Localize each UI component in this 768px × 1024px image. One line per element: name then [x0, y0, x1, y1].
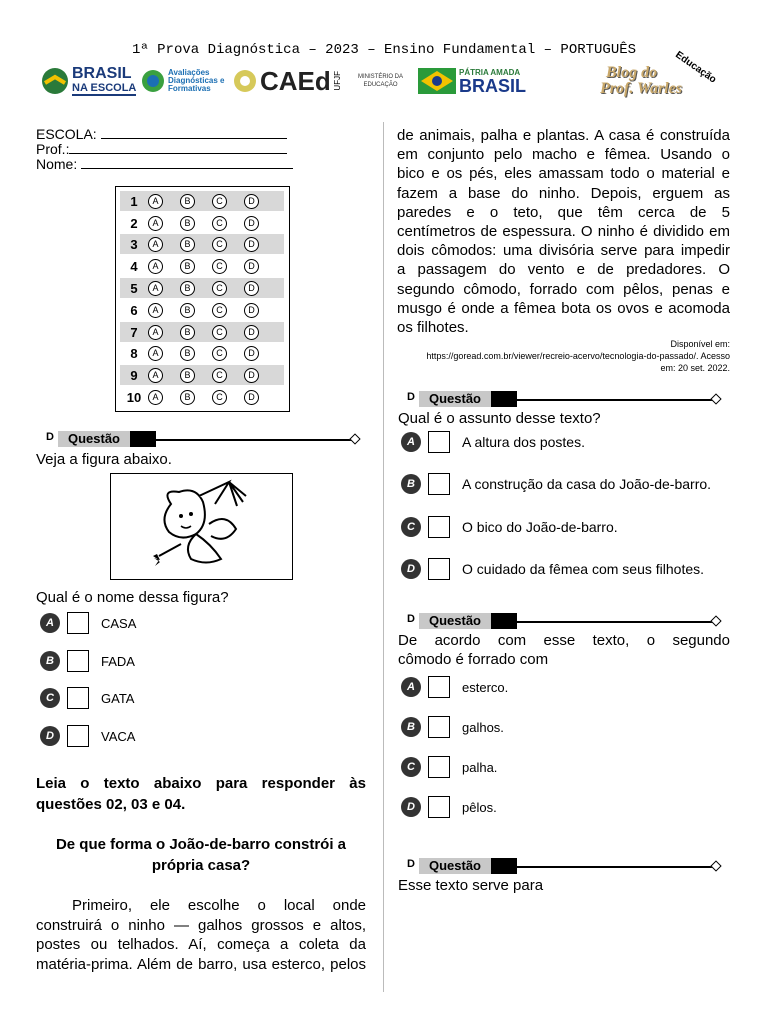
answer-bubble[interactable]: C	[212, 194, 227, 209]
blog-text: Blog do	[606, 64, 658, 81]
avaliacoes-logo	[140, 62, 224, 100]
answer-bubble[interactable]: C	[212, 325, 227, 340]
answer-bubble[interactable]: B	[180, 346, 195, 361]
option-text: esterco.	[462, 679, 509, 695]
answer-bubble[interactable]: D	[244, 346, 259, 361]
answer-option[interactable]	[401, 473, 711, 495]
answer-option[interactable]	[401, 676, 508, 698]
option-text: A construção da casa do João-de-barro.	[462, 476, 712, 492]
answer-bubble[interactable]: A	[148, 259, 163, 274]
governo-logo	[418, 62, 526, 100]
question-number: 5	[130, 280, 138, 296]
answer-option[interactable]	[401, 796, 497, 818]
nome-field[interactable]	[36, 156, 293, 172]
answer-bubble[interactable]: C	[212, 346, 227, 361]
paragraph-line: centímetros de espessura. O ninho é dividido em	[397, 223, 730, 241]
answer-bubble[interactable]: C	[212, 259, 227, 274]
answer-bubble[interactable]: D	[244, 325, 259, 340]
answer-bubble[interactable]: D	[244, 237, 259, 252]
answer-bubble[interactable]: A	[148, 368, 163, 383]
q3-question-line2: cômodo é forrado com	[398, 651, 549, 668]
nome-label: Nome:	[36, 156, 78, 172]
escola-label: ESCOLA:	[36, 126, 97, 142]
blog-logo	[600, 49, 719, 100]
answer-bubble[interactable]: A	[148, 216, 163, 231]
answer-bubble[interactable]: B	[180, 368, 195, 383]
answer-bubble[interactable]: D	[244, 194, 259, 209]
column-divider	[383, 122, 384, 992]
page-title: 1ª Prova Diagnóstica – 2023 – Ensino Fundamental – PORTUGUÊS	[131, 42, 637, 58]
question-2-header	[407, 391, 723, 407]
answer-checkbox[interactable]	[428, 796, 450, 818]
paragraph-line: paredes e o teto, que têm cerca de 5	[397, 203, 730, 221]
q1-intro: Veja a figura abaixo.	[36, 451, 172, 468]
answer-bubble[interactable]: D	[244, 259, 259, 274]
option-text: VACA	[101, 728, 136, 744]
ministerio-line1: MINISTÉRIO DA	[358, 74, 404, 80]
answer-bubble[interactable]: D	[244, 216, 259, 231]
answer-checkbox[interactable]	[428, 473, 450, 495]
option-letter-badge: B	[40, 651, 60, 671]
diamond-icon	[710, 860, 721, 871]
option-text: O cuidado da fêmea com seus filhotes.	[462, 561, 705, 577]
sun-icon	[232, 68, 258, 94]
escola-field[interactable]	[36, 126, 287, 142]
answer-grid-row	[120, 234, 284, 254]
option-letter-badge: A	[40, 613, 60, 633]
paragraph-line: segundo cômodo, forrado com pêlos, penas e	[397, 280, 730, 298]
source-line3: em: 20 set. 2022.	[660, 363, 730, 373]
fairy-icon	[111, 474, 292, 579]
answer-bubble[interactable]: A	[148, 194, 163, 209]
answer-bubble[interactable]: D	[244, 368, 259, 383]
option-text: pêlos.	[462, 799, 497, 815]
question-number: 4	[130, 258, 138, 274]
answer-option[interactable]	[401, 756, 497, 778]
answer-bubble[interactable]: A	[148, 303, 163, 318]
answer-checkbox[interactable]	[428, 716, 450, 738]
header-line	[517, 866, 713, 868]
answer-bubble[interactable]: A	[148, 237, 163, 252]
answer-checkbox[interactable]	[67, 612, 89, 634]
option-letter-badge: C	[40, 688, 60, 708]
source-line2: https://goread.com.br/viewer/recreio-acervo/tecnologia-do-passado/. Acesso	[426, 351, 730, 361]
answer-option[interactable]	[401, 516, 618, 538]
answer-option[interactable]	[40, 725, 135, 747]
answer-bubble[interactable]: C	[212, 237, 227, 252]
question-label: Questão	[419, 858, 491, 874]
question-label: Questão	[58, 431, 130, 447]
answer-checkbox[interactable]	[67, 687, 89, 709]
answer-grid-row	[120, 365, 284, 385]
prof-label: Prof.:	[36, 141, 70, 157]
answer-option[interactable]	[401, 431, 585, 453]
header-line	[156, 439, 352, 441]
option-letter-badge: C	[401, 757, 421, 777]
fairy-figure	[110, 473, 293, 580]
paragraph-line: matéria-prima. Além de barro, usa esterco, pelos	[36, 955, 366, 973]
answer-bubble[interactable]: A	[148, 325, 163, 340]
answer-bubble[interactable]: A	[148, 390, 163, 405]
paragraph-line: postes ou telhados. Aí, começa a coleta da	[36, 936, 366, 953]
reading-title	[36, 834, 366, 876]
answer-bubble[interactable]: B	[180, 194, 195, 209]
paragraph-line: bico e os pés, eles amassam todo o material e	[397, 165, 730, 183]
answer-grid-row	[120, 213, 284, 233]
q3-question-line1: De acordo com esse texto, o segundo	[398, 632, 730, 649]
answer-grid-row	[120, 191, 284, 211]
question-1-header	[46, 431, 362, 447]
question-number: 9	[130, 367, 138, 383]
caed-text: CAEd	[260, 65, 331, 96]
question-number: 8	[130, 345, 138, 361]
paragraph-line: em conjunto pelo macho e fêmea. Usando o	[397, 146, 730, 164]
question-number: 10	[126, 389, 142, 405]
ministerio-line2: EDUCAÇÃO	[363, 82, 398, 88]
question-label: Questão	[419, 613, 491, 629]
question-number: 3	[130, 236, 138, 252]
question-label: Questão	[419, 391, 491, 407]
book-icon	[40, 65, 70, 97]
d-marker: D	[407, 613, 415, 625]
d-marker: D	[46, 431, 54, 443]
answer-checkbox[interactable]	[428, 431, 450, 453]
answer-bubble[interactable]: B	[180, 259, 195, 274]
q4-question: Esse texto serve para	[398, 877, 544, 894]
answer-grid-row	[120, 322, 284, 342]
answer-bubble[interactable]: A	[148, 346, 163, 361]
option-text: palha.	[462, 759, 498, 775]
number-box	[491, 391, 517, 407]
reading-title-line2: própria casa?	[151, 857, 251, 874]
source-citation	[397, 338, 730, 374]
option-text: A altura dos postes.	[462, 434, 585, 450]
paragraph-line: dois cômodos: uma divisória serve para impedir	[397, 242, 730, 260]
d-marker: D	[407, 391, 415, 403]
answer-bubble[interactable]: B	[180, 281, 195, 296]
option-letter-badge: A	[401, 432, 421, 452]
answer-grid-row	[120, 387, 284, 407]
avaliacoes-line2: Diagnósticas e	[168, 76, 225, 85]
answer-bubble[interactable]: D	[244, 281, 259, 296]
answer-checkbox[interactable]	[428, 516, 450, 538]
option-letter-badge: C	[401, 517, 421, 537]
answer-option[interactable]	[40, 612, 136, 634]
option-letter-badge: D	[40, 726, 60, 746]
source-line1: Disponível em:	[670, 339, 730, 349]
answer-bubble[interactable]: C	[212, 216, 227, 231]
leaf-icon	[140, 65, 166, 97]
answer-bubble[interactable]: C	[212, 390, 227, 405]
answer-option[interactable]	[40, 687, 134, 709]
reading-instruction: Leia o texto abaixo para responder às questões 02, 03 e 04.	[36, 775, 366, 813]
paragraph-line: musgo é onde a fêmea bota os ovos e acomoda	[397, 299, 730, 317]
option-text: FADA	[101, 653, 135, 669]
answer-bubble[interactable]: C	[212, 368, 227, 383]
option-letter-badge: A	[401, 677, 421, 697]
answer-bubble[interactable]: C	[212, 281, 227, 296]
answer-option[interactable]	[40, 650, 135, 672]
answer-checkbox[interactable]	[428, 756, 450, 778]
number-box	[491, 613, 517, 629]
reading-title-line1: De que forma o João-de-barro constrói a	[55, 836, 347, 853]
paragraph-line: os filhotes.	[397, 319, 469, 337]
paragraph-line: Primeiro, ele escolhe o local onde	[72, 897, 366, 914]
flag-icon	[418, 68, 456, 94]
q3-question	[398, 631, 730, 669]
answer-grid-row	[120, 343, 284, 363]
reading-paragraph-left	[36, 896, 366, 974]
paragraph-line: de animais, palha e plantas. A casa é construída	[397, 127, 730, 144]
number-box	[130, 431, 156, 447]
paragraph-line: fazem a base do ninho. Depois, erguem as	[397, 184, 730, 202]
question-4-header	[407, 858, 723, 874]
diamond-icon	[349, 433, 360, 444]
reading-paragraph-right	[397, 126, 730, 337]
answer-checkbox[interactable]	[67, 725, 89, 747]
answer-bubble[interactable]: C	[212, 303, 227, 318]
answer-grid	[115, 186, 290, 412]
option-text: galhos.	[462, 719, 504, 735]
question-number: 6	[130, 302, 138, 318]
answer-bubble[interactable]: B	[180, 303, 195, 318]
answer-bubble[interactable]: D	[244, 390, 259, 405]
header-line	[517, 399, 713, 401]
ministerio-logo	[358, 62, 403, 100]
option-text: GATA	[101, 690, 135, 706]
answer-bubble[interactable]: B	[180, 390, 195, 405]
avaliacoes-line1: Avaliações	[168, 68, 210, 77]
diamond-icon	[710, 615, 721, 626]
option-letter-badge: B	[401, 717, 421, 737]
diamond-icon	[710, 393, 721, 404]
brasil-text: BRASIL	[72, 65, 132, 82]
answer-bubble[interactable]: B	[180, 237, 195, 252]
prof-warles-text: Prof. Warles	[600, 80, 683, 97]
answer-checkbox[interactable]	[428, 558, 450, 580]
answer-bubble[interactable]: D	[244, 303, 259, 318]
paragraph-line: construirá o ninho — galhos grossos e altos,	[36, 916, 366, 934]
question-3-header	[407, 613, 723, 629]
ufjf-text: UFJF	[332, 71, 342, 91]
answer-option[interactable]	[401, 558, 704, 580]
q1-question: Qual é o nome dessa figura?	[36, 589, 229, 606]
answer-bubble[interactable]: B	[180, 325, 195, 340]
answer-checkbox[interactable]	[67, 650, 89, 672]
paragraph-line: a passagem do vento e de predadores. O	[397, 261, 730, 279]
answer-checkbox[interactable]	[428, 676, 450, 698]
question-number: 2	[130, 215, 138, 231]
option-text: CASA	[101, 615, 137, 631]
question-number: 1	[130, 193, 138, 209]
caed-logo	[232, 62, 342, 100]
number-box	[491, 858, 517, 874]
q2-question: Qual é o assunto desse texto?	[398, 410, 601, 427]
educacao-text: Educação	[673, 49, 719, 86]
answer-bubble[interactable]: B	[180, 216, 195, 231]
d-marker: D	[407, 858, 415, 870]
prof-field[interactable]	[36, 141, 287, 157]
question-number: 7	[130, 324, 138, 340]
answer-bubble[interactable]: A	[148, 281, 163, 296]
brasil-gov-text: BRASIL	[459, 75, 526, 96]
brasil-na-escola-logo	[40, 62, 136, 100]
header-line	[517, 621, 713, 623]
answer-grid-row	[120, 300, 284, 320]
answer-grid-row	[120, 278, 284, 298]
na-escola-text: NA ESCOLA	[72, 82, 137, 94]
option-text: O bico do João-de-barro.	[462, 519, 618, 535]
avaliacoes-line3: Formativas	[168, 84, 211, 93]
option-letter-badge: D	[401, 797, 421, 817]
option-letter-badge: D	[401, 559, 421, 579]
answer-grid-row	[120, 256, 284, 276]
patria-text: PÁTRIA AMADA	[459, 67, 521, 77]
answer-option[interactable]	[401, 716, 504, 738]
option-letter-badge: B	[401, 474, 421, 494]
